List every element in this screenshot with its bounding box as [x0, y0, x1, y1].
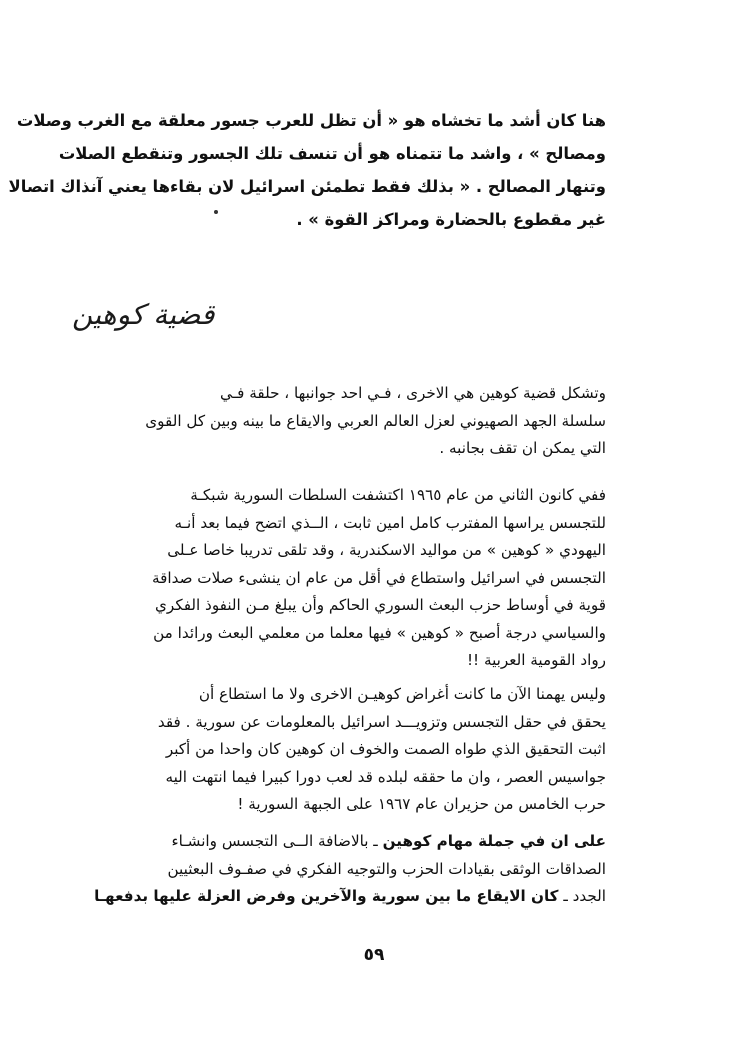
intro-line: وتنهار المصالح . « بذلك فقط تطمئن اسرائيل لان بقاءها يعني آنذاك اتصالا — [8, 177, 606, 196]
paragraph-2 — [82, 482, 606, 675]
text-line — [82, 883, 606, 911]
bold-phrase: كان الايقاع ما بين سورية والآخرين وفرض العزلة عليها بدفعهـا — [94, 887, 559, 905]
text-line: اثبت التحقيق الذي طواه الصمت والخوف ان كوهين كان واحدا من أكبر — [165, 740, 606, 758]
text-line: حرب الخامس من حزيران عام ١٩٦٧ على الجبهة السورية ! — [237, 795, 606, 813]
paragraph-3 — [82, 681, 606, 819]
text-line: للتجسس يراسها المفترب كامل امين ثابت ، الــذي اتضح فيما بعد أنـه — [174, 513, 606, 532]
section-heading: قضية كوهين — [72, 298, 215, 331]
paragraph-1 — [82, 380, 606, 463]
ink-speck — [214, 210, 218, 214]
intro-line: ومصالح » ، واشد ما تتمناه هو أن تنسف تلك الجسور وتنقطع الصلات — [58, 144, 606, 163]
intro-paragraph — [8, 104, 606, 236]
text-line: قوية في أوساط حزب البعث السوري الحاكم وأن يبلغ مـن النفوذ الفكري — [155, 596, 606, 614]
text-line: الصداقات الوثقى بقيادات الحزب والتوجيه الفكري في صفـوف البعثيين — [167, 859, 606, 878]
bold-phrase: على ان في جملة مهام كوهين — [382, 832, 606, 850]
text-line: والسياسي درجة أصبح « كوهين » فيها معلما من معلمي البعث ورائدا من — [153, 623, 606, 642]
text-line: سلسلة الجهد الصهيوني لعزل العالم العربي والايقاع ما بينه وبين كل القوى — [145, 411, 606, 430]
intro-line: غير مقطوع بالحضارة ومراكز القوة » . — [296, 210, 606, 229]
plain-phrase: ـ بالاضافة الــى التجسس وانشـاء — [171, 832, 383, 850]
intro-line: هنا كان أشد ما تخشاه هو « أن تظل للعرب جسور معلقة مع الغرب وصلات — [16, 111, 606, 130]
text-line: رواد القومية العربية !! — [466, 651, 606, 669]
text-line: التي يمكن ان تقف بجانبه . — [439, 439, 606, 457]
text-line: جواسيس العصر ، وان ما حققه لبلده قد لعب دورا كبيرا فيما انتهت اليه — [165, 767, 606, 786]
text-line: اليهودي « كوهين » من مواليد الاسكندرية ، وقد تلقى تدريبا خاصا عـلى — [167, 541, 606, 559]
text-line: وتشكل قضية كوهين هي الاخرى ، فـي احد جوانبها ، حلقة فـي — [220, 384, 606, 402]
plain-phrase: الجدد ـ — [558, 887, 606, 905]
text-line: التجسس في اسرائيل واستطاع في أقل من عام ان ينشىء صلات صداقة — [151, 568, 606, 587]
paragraph-4 — [82, 828, 606, 911]
text-line: يحقق في حقل التجسس وتزويـــد اسرائيل بالمعلومات عن سورية . فقد — [157, 712, 606, 731]
text-line — [82, 828, 606, 856]
text-line: وليس يهمنا الآن ما كانت أغراض كوهيـن الاخرى ولا ما استطاع أن — [198, 685, 606, 703]
text-line: ففي كانون الثاني من عام ١٩٦٥ اكتشفت السلطات السورية شبكـة — [190, 486, 606, 504]
page-number: ٥٩ — [363, 945, 385, 965]
